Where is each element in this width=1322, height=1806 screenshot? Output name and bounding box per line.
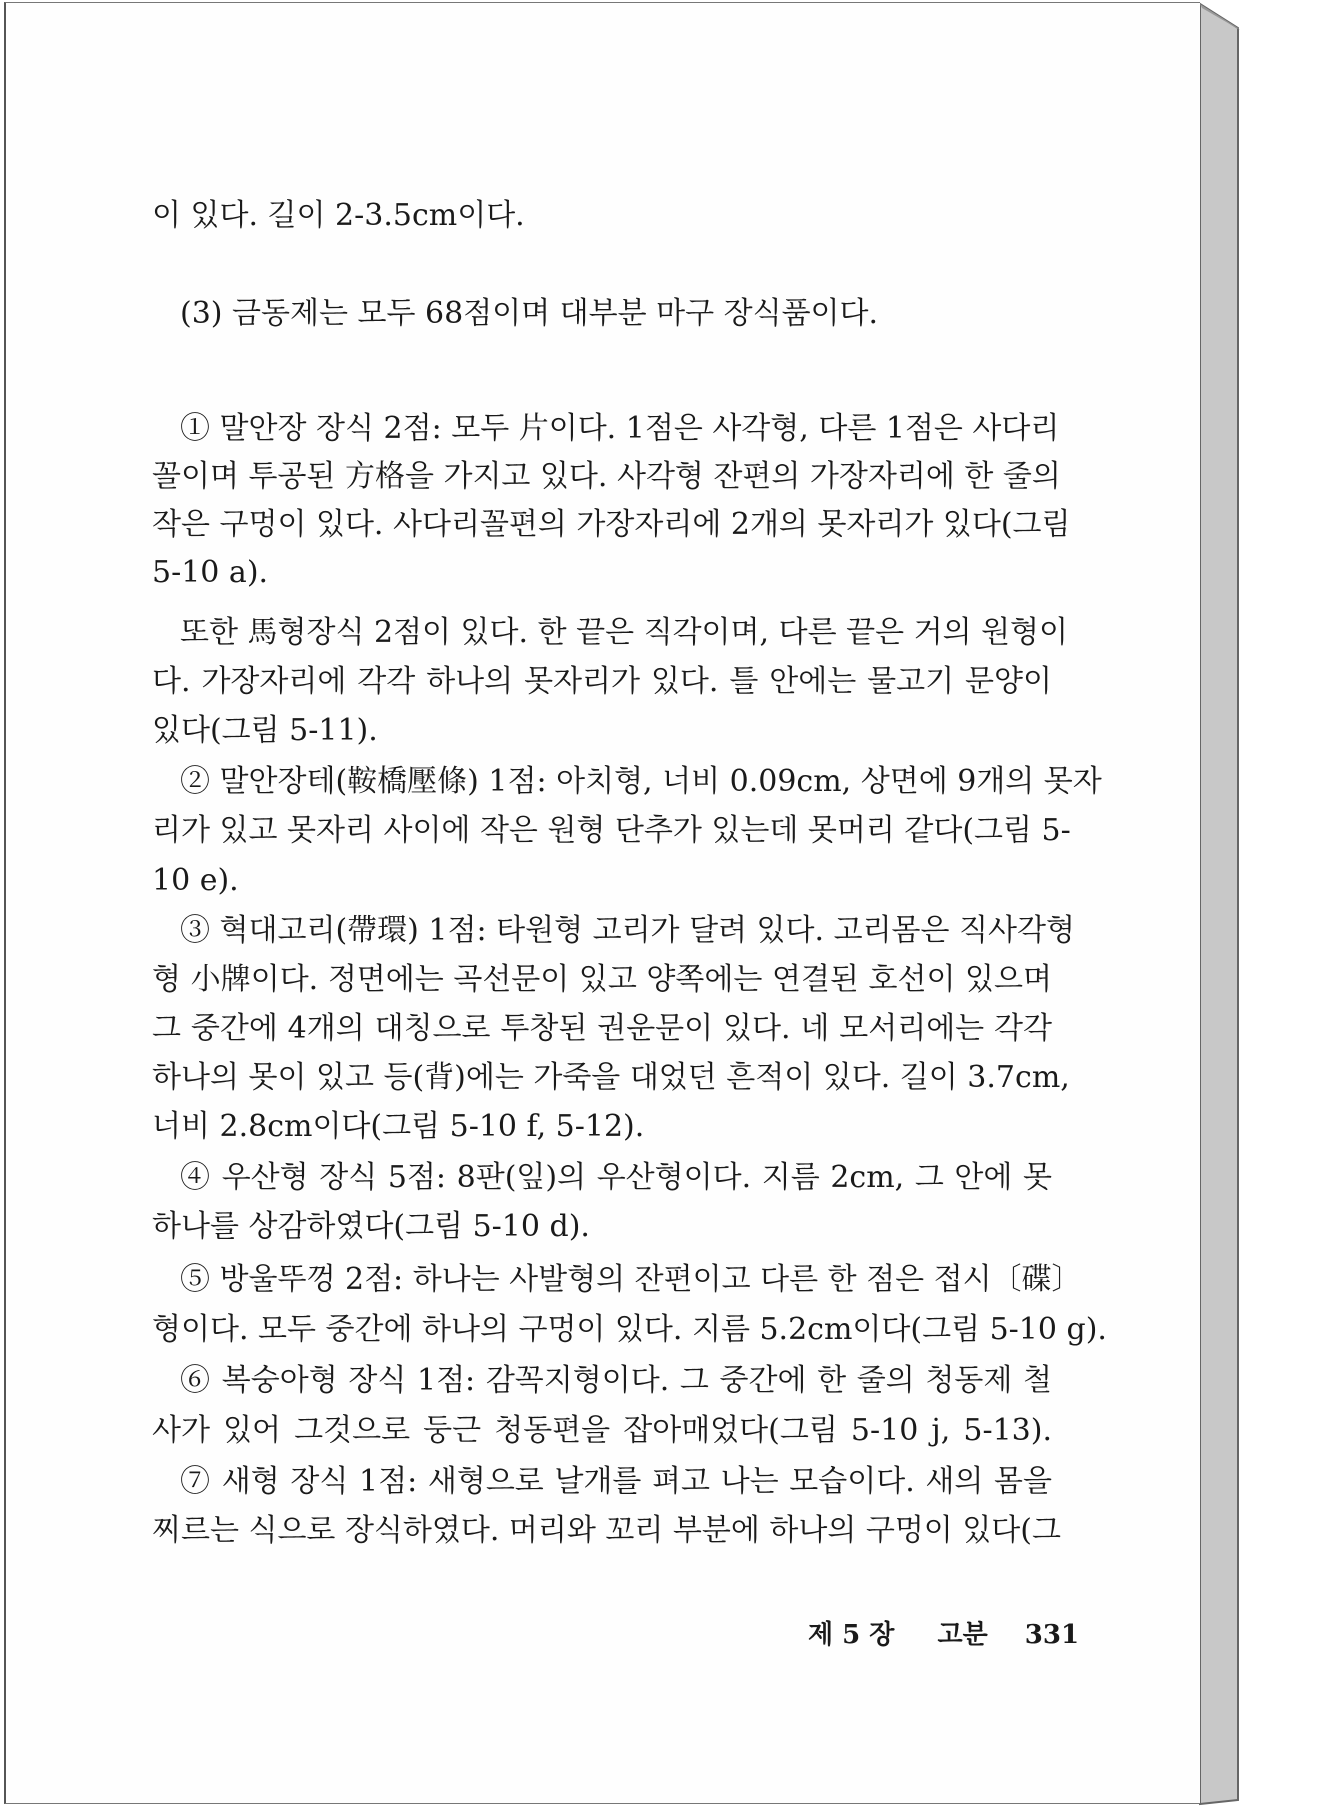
text-line: 형이다. 모두 중간에 하나의 구멍이 있다. 지름 5.2cm이다(그림 5-10 g).: [152, 1312, 1107, 1347]
page-footer: [808, 1614, 1079, 1651]
text-line: ④ 우산형 장식 5점: 8판(잎)의 우산형이다. 지름 2cm, 그 안에 못: [180, 1160, 1052, 1195]
text-line: 리가 있고 못자리 사이에 작은 원형 단추가 있는데 못머리 같다(그림 5-: [152, 813, 1071, 848]
text-line: 형 小牌이다. 정면에는 곡선문이 있고 양쪽에는 연결된 호선이 있으며: [152, 962, 1052, 997]
text-line: ⑤ 방울뚜껑 2점: 하나는 사발형의 잔편이고 다른 한 점은 접시〔碟〕: [180, 1262, 1082, 1297]
section-heading: (3) 금동제는 모두 68점이며 대부분 마구 장식품이다.: [180, 296, 879, 331]
text-line: 또한 馬형장식 2점이 있다. 한 끝은 직각이며, 다른 끝은 거의 원형이: [180, 615, 1069, 650]
page-number: 331: [1024, 1620, 1080, 1650]
text-line: 작은 구멍이 있다. 사다리꼴편의 가장자리에 2개의 못자리가 있다(그림: [152, 507, 1071, 542]
text-line: 너비 2.8cm이다(그림 5-10 f, 5-12).: [152, 1109, 645, 1144]
text-line: 5-10 a).: [152, 555, 269, 590]
text-line: 하나를 상감하였다(그림 5-10 d).: [152, 1209, 590, 1244]
text-line: 있다(그림 5-11).: [152, 713, 378, 748]
section-label: 고분: [937, 1620, 988, 1650]
chapter-label: 제 5 장: [808, 1620, 895, 1650]
text-line: 이 있다. 길이 2-3.5cm이다.: [152, 198, 525, 233]
text-line: ⑦ 새형 장식 1점: 새형으로 날개를 펴고 나는 모습이다. 새의 몸을: [180, 1464, 1052, 1499]
text-line: 다. 가장자리에 각각 하나의 못자리가 있다. 틀 안에는 물고기 문양이: [152, 664, 1052, 699]
text-line: ⑥ 복숭아형 장식 1점: 감꼭지형이다. 그 중간에 한 줄의 청동제 철: [180, 1363, 1052, 1398]
text-line: 꼴이며 투공된 方格을 가지고 있다. 사각형 잔편의 가장자리에 한 줄의: [152, 459, 1061, 494]
text-line: 찌르는 식으로 장식하였다. 머리와 꼬리 부분에 하나의 구멍이 있다(그: [152, 1513, 1061, 1548]
text-line: 하나의 못이 있고 등(背)에는 가죽을 대었던 흔적이 있다. 길이 3.7cm,: [152, 1060, 1070, 1095]
text-line: ① 말안장 장식 2점: 모두 片이다. 1점은 사각형, 다른 1점은 사다리: [180, 411, 1060, 446]
text-line: ② 말안장테(鞍橋壓條) 1점: 아치형, 너비 0.09cm, 상면에 9개의 못자: [180, 764, 1102, 799]
text-line: 사가 있어 그것으로 둥근 청동편을 잡아매었다(그림 5-10 j, 5-13).: [152, 1413, 1052, 1448]
text-line: 10 e).: [152, 863, 239, 898]
text-line: 그 중간에 4개의 대칭으로 투창된 권운문이 있다. 네 모서리에는 각각: [152, 1011, 1052, 1046]
text-line: ③ 혁대고리(帶環) 1점: 타원형 고리가 달려 있다. 고리몸은 직사각형: [180, 913, 1075, 948]
